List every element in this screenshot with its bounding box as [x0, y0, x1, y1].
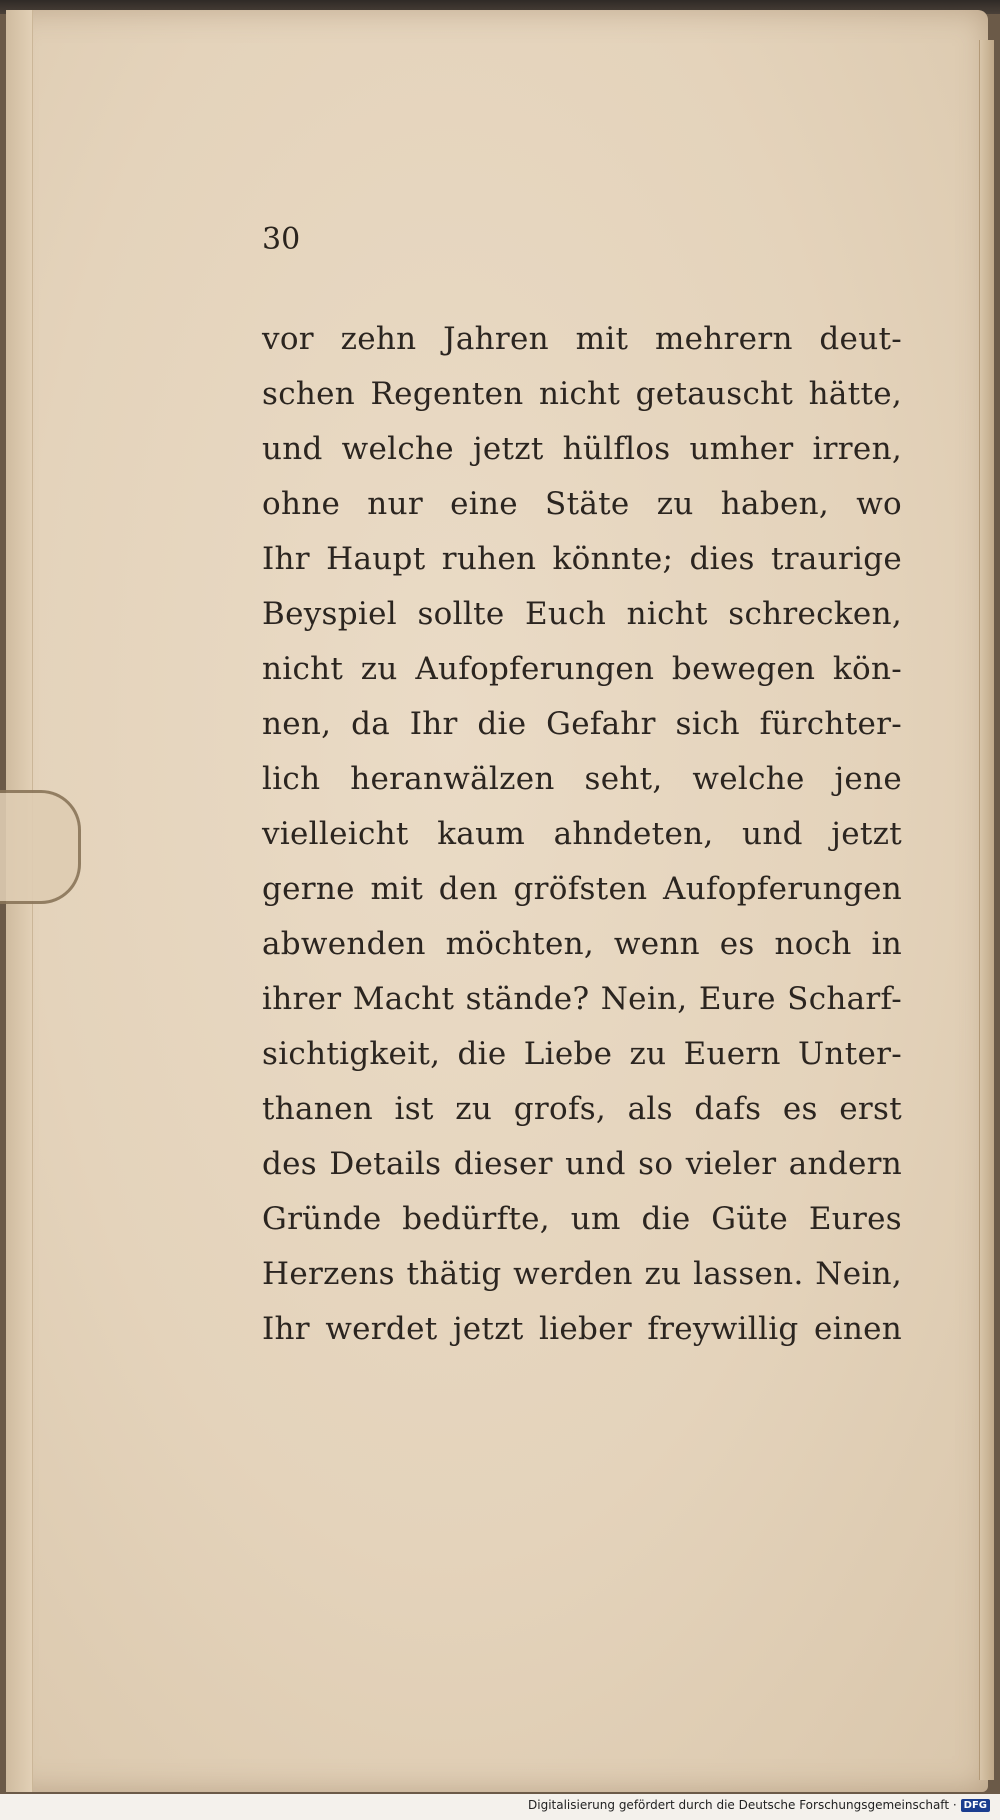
text-line: ihrer Macht stände? Nein, Eure Scharf-	[262, 981, 902, 1017]
text-line: lich heranwälzen seht, welche jene	[262, 761, 902, 797]
credit-text: Digitalisierung gefördert durch die Deutsche Forschungsgemeinschaft ·	[528, 1798, 957, 1812]
text-line: Herzens thätig werden zu lassen. Nein,	[262, 1256, 902, 1292]
text-line: Ihr Haupt ruhen könnte; dies traurige	[262, 541, 902, 577]
text-line: sichtigkeit, die Liebe zu Euern Unter-	[262, 1036, 902, 1072]
digitization-credit	[528, 1798, 990, 1812]
text-line: nicht zu Aufopferungen bewegen kön-	[262, 651, 902, 687]
page-fore-edge	[979, 40, 994, 1780]
text-line: Ihr werdet jetzt lieber freywillig einen	[262, 1311, 902, 1347]
text-line: nen, da Ihr die Gefahr sich fürchter-	[262, 706, 902, 742]
text-line: Gründe bedürfte, um die Güte Eures	[262, 1201, 902, 1237]
text-line: gerne mit den gröfsten Aufopferungen	[262, 871, 902, 907]
text-line: schen Regenten nicht getauscht hätte,	[262, 376, 902, 412]
text-line: und welche jetzt hülflos umher irren,	[262, 431, 902, 467]
text-line: abwenden möchten, wenn es noch in	[262, 926, 902, 962]
dfg-logo: DFG	[961, 1799, 990, 1812]
text-line: thanen ist zu grofs, als dafs es erst	[262, 1091, 902, 1127]
text-line: vielleicht kaum ahndeten, und jetzt	[262, 816, 902, 852]
text-line: Beyspiel sollte Euch nicht schrecken,	[262, 596, 902, 632]
body-text	[262, 312, 902, 1357]
text-line: des Details dieser und so vieler andern	[262, 1146, 902, 1182]
text-line: ohne nur eine Stäte zu haben, wo	[262, 486, 902, 522]
text-line: vor zehn Jahren mit mehrern deut-	[262, 321, 902, 357]
page-number: 30	[262, 222, 301, 257]
binding-tab	[0, 790, 81, 904]
